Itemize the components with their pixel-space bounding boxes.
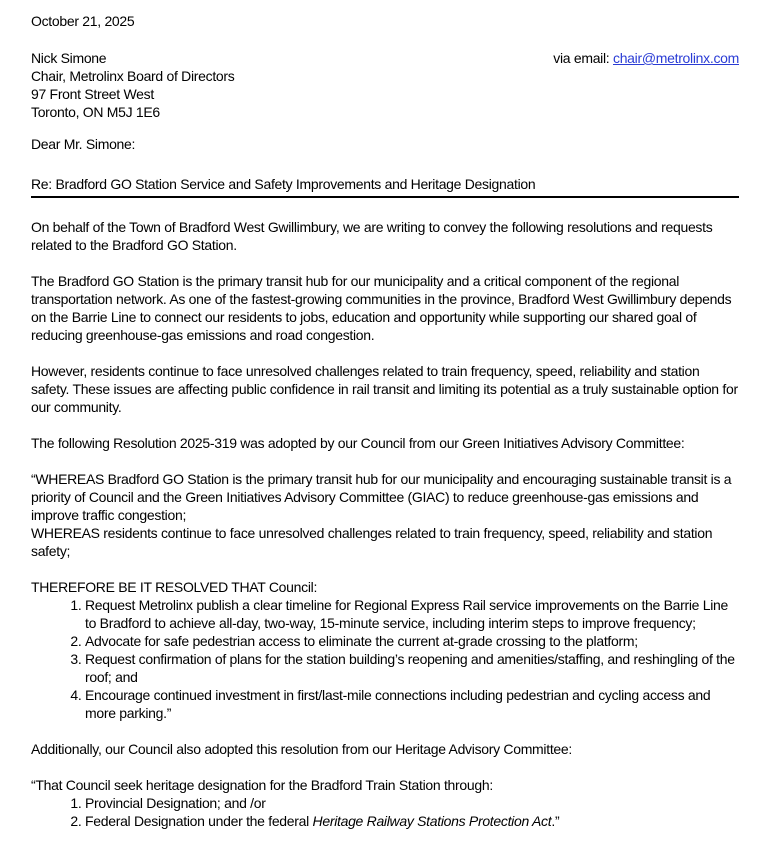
- paragraph-therefore: THEREFORE BE IT RESOLVED THAT Council:: [31, 579, 318, 595]
- heritage-item2-text: Federal Designation under the federal: [85, 813, 313, 829]
- paragraph-whereas: [31, 470, 739, 560]
- salutation: Dear Mr. Simone:: [31, 136, 136, 152]
- resolved-list: [31, 596, 739, 722]
- recipient-title: Chair, Metrolinx Board of Directors: [31, 68, 235, 84]
- whereas-clause-2: WHEREAS residents continue to face unresolved challenges related to train frequency, speed, reliability and station safety;: [31, 525, 713, 559]
- heritage-list-item-2: [85, 812, 739, 830]
- whereas-clause-1: “WHEREAS Bradford GO Station is the primary transit hub for our municipality and encouraging sustainable transit is a priority of Council and the Green Initiatives Advisory Committee (GIAC) to reduce greenhouse-gas emissions and improve traffic congestion;: [31, 471, 732, 523]
- paragraph-challenges: However, residents continue to face unresolved challenges related to train frequency, speed, reliability and station safety. These issues are affecting public confidence in rail transit and limiting its potential as a truly sustainable option for our community.: [31, 363, 738, 415]
- heritage-list: [31, 794, 739, 830]
- resolved-list-item-1: 1. Request Metrolinx publish a clear timeline for Regional Express Rail service improvements on the Barrie Line to Bradford to achieve all-day, two-way, 15-minute service, including interim steps to improve frequency;: [85, 596, 739, 632]
- paragraph-resolution-intro: The following Resolution 2025-319 was adopted by our Council from our Green Initiatives Advisory Committee:: [31, 435, 685, 451]
- heritage-item2-suffix: .”: [551, 813, 560, 829]
- paragraph-heritage-intro: “That Council seek heritage designation for the Bradford Train Station through:: [31, 777, 493, 793]
- letter-date: October 21, 2025: [31, 13, 135, 29]
- email-link[interactable]: chair@metrolinx.com: [613, 50, 739, 66]
- paragraph-transit-hub: The Bradford GO Station is the primary transit hub for our municipality and a critical component of the regional transportation network. As one of the fastest-growing communities in the province, Bradford West Gwillimbury depends on the Barrie Line to connect our residents to jobs, education and opportunity while supporting our shared goal of reducing greenhouse-gas emissions and road congestion.: [31, 273, 732, 343]
- heritage-list-item-1: 1. Provincial Designation; and /or: [85, 794, 739, 812]
- recipient-address-line1: 97 Front Street West: [31, 86, 154, 102]
- subject-line: Re: Bradford GO Station Service and Safety Improvements and Heritage Designation: [31, 175, 739, 198]
- paragraph-intro: On behalf of the Town of Bradford West Gwillimbury, we are writing to convey the following resolutions and requests related to the Bradford GO Station.: [31, 219, 713, 253]
- paragraph-additionally: Additionally, our Council also adopted this resolution from our Heritage Advisory Committee:: [31, 741, 572, 757]
- resolved-list-item-2: 2. Advocate for safe pedestrian access to eliminate the current at-grade crossing to the platform;: [85, 632, 739, 650]
- recipient-name: Nick Simone: [31, 50, 107, 66]
- via-email-label: via email:: [553, 50, 613, 66]
- via-email-line: [553, 49, 739, 67]
- heritage-item2-act-title: Heritage Railway Stations Protection Act: [312, 813, 552, 829]
- recipient-header: [31, 49, 739, 121]
- recipient-address-line2: Toronto, ON M5J 1E6: [31, 104, 160, 120]
- resolved-list-item-4: 4. Encourage continued investment in first/last-mile connections including pedestrian and cycling access and more parking.”: [85, 686, 739, 722]
- recipient-block: [31, 49, 234, 121]
- resolved-list-item-3: 3. Request confirmation of plans for the station building’s reopening and amenities/staffing, and reshingling of the roof; and: [85, 650, 739, 686]
